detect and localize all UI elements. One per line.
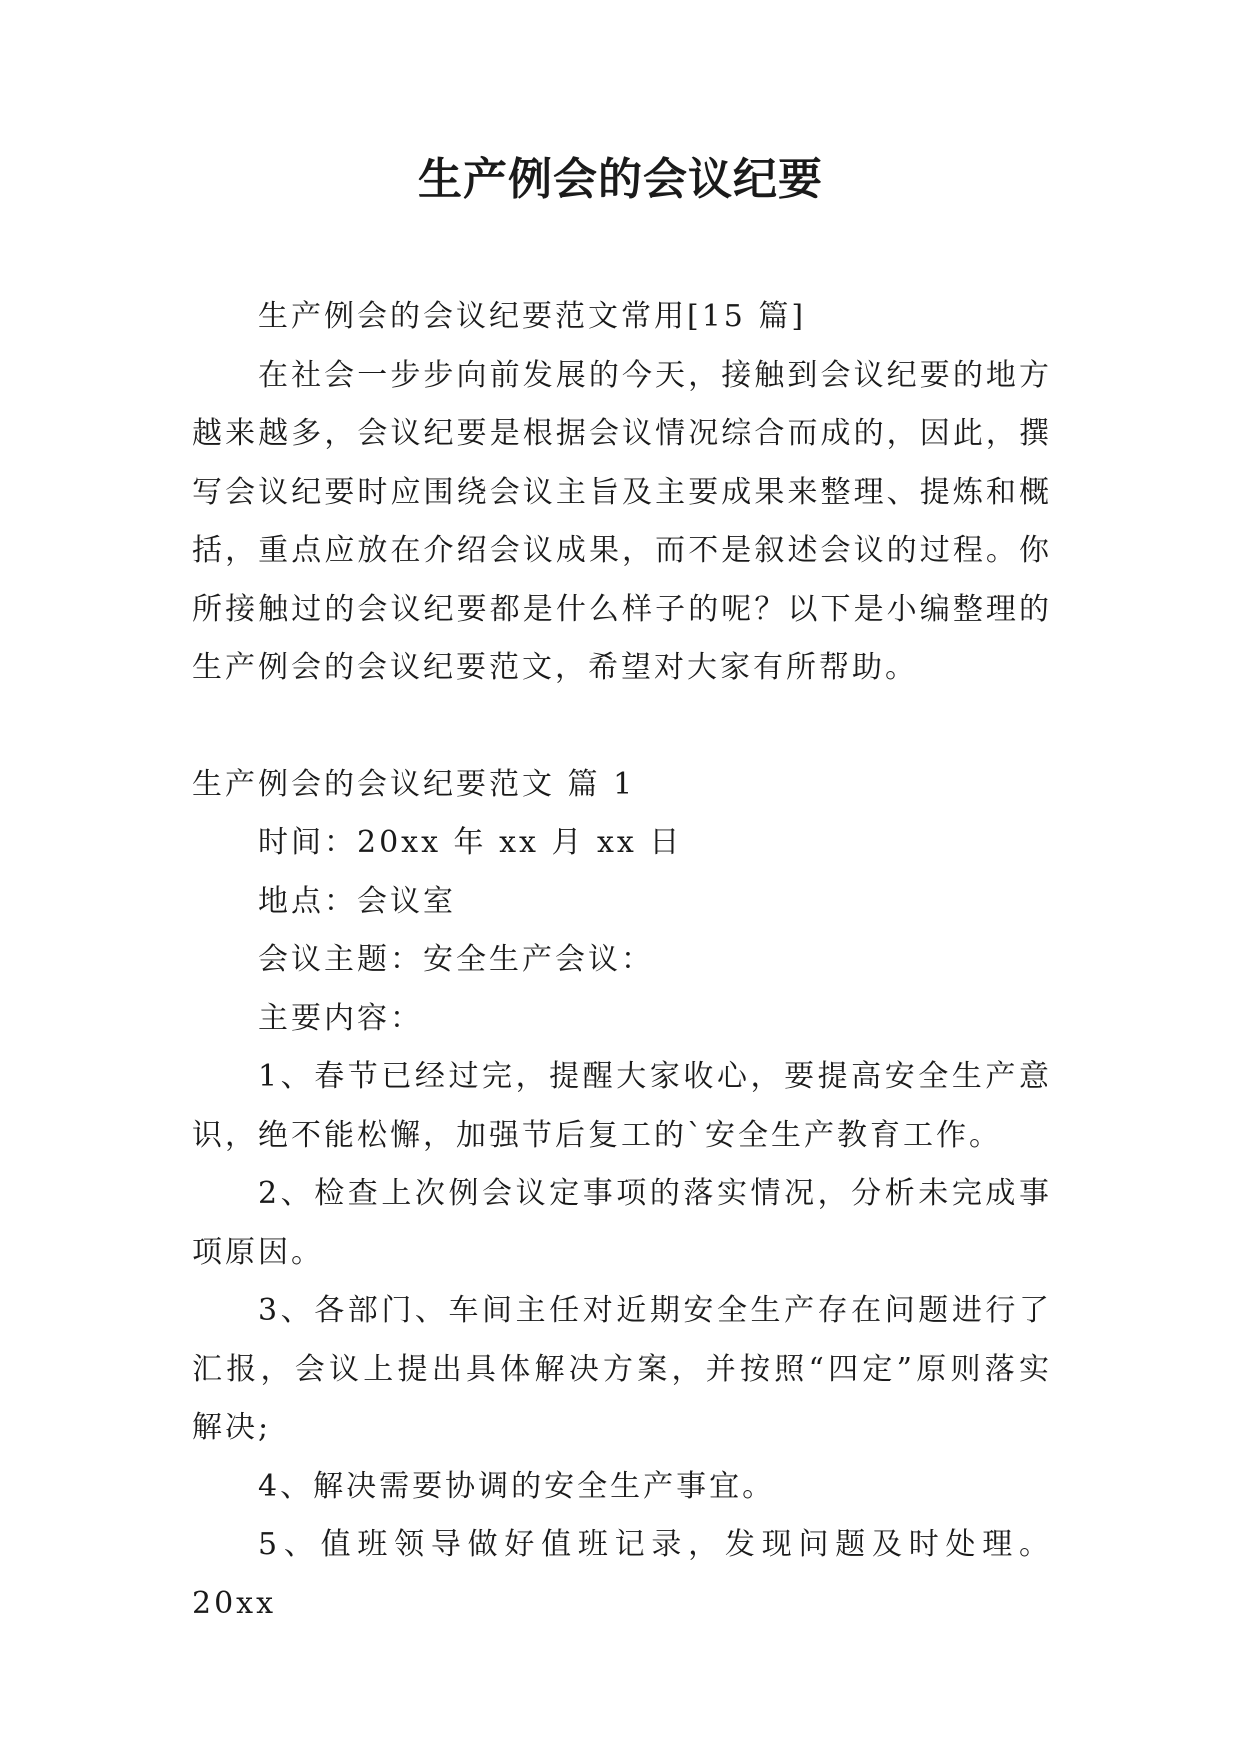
section-heading: 生产例会的会议纪要范文 篇 1 (192, 766, 636, 802)
content-item-4: 4、解决需要协调的安全生产事宜。 (258, 1468, 776, 1504)
meeting-theme: 会议主题：安全生产会议： (258, 942, 654, 977)
meeting-place: 地点：会议室 (258, 883, 456, 919)
document-body (192, 288, 1052, 1633)
document-title: 生产例会的会议纪要 (418, 154, 823, 205)
document-subtitle: 生产例会的会议纪要范文常用[15 篇] (258, 299, 807, 334)
content-item-3: 3、各部门、车间主任对近期安全生产存在问题进行了汇报，会议上提出具体解决方案，并按照“四定”原则落实解决; (192, 1293, 1052, 1445)
content-item-5: 5、值班领导做好值班记录，发现问题及时处理。 20xx (192, 1527, 1052, 1621)
paragraph-spacer (192, 698, 1052, 756)
content-item-2: 2、检查上次例会议定事项的落实情况，分析未完成事项原因。 (192, 1176, 1052, 1270)
content-item-1: 1、春节已经过完，提醒大家收心，要提高安全生产意识，绝不能松懈，加强节后复工的`安全生产教育工作。 (192, 1059, 1052, 1153)
intro-paragraph: 在社会一步步向前发展的今天，接触到会议纪要的地方越来越多，会议纪要是根据会议情况综合而成的，因此，撰写会议纪要时应围绕会议主旨及主要成果来整理、提炼和概括，重点应放在介绍会议成果，而不是叙述会议的过程。你所接触过的会议纪要都是什么样子的呢？以下是小编整理的生产例会的会议纪要范文，希望对大家有所帮助。 (192, 357, 1052, 685)
content-label: 主要内容： (258, 1000, 423, 1036)
meeting-time: 时间：20xx 年 xx 月 xx 日 (258, 825, 683, 860)
